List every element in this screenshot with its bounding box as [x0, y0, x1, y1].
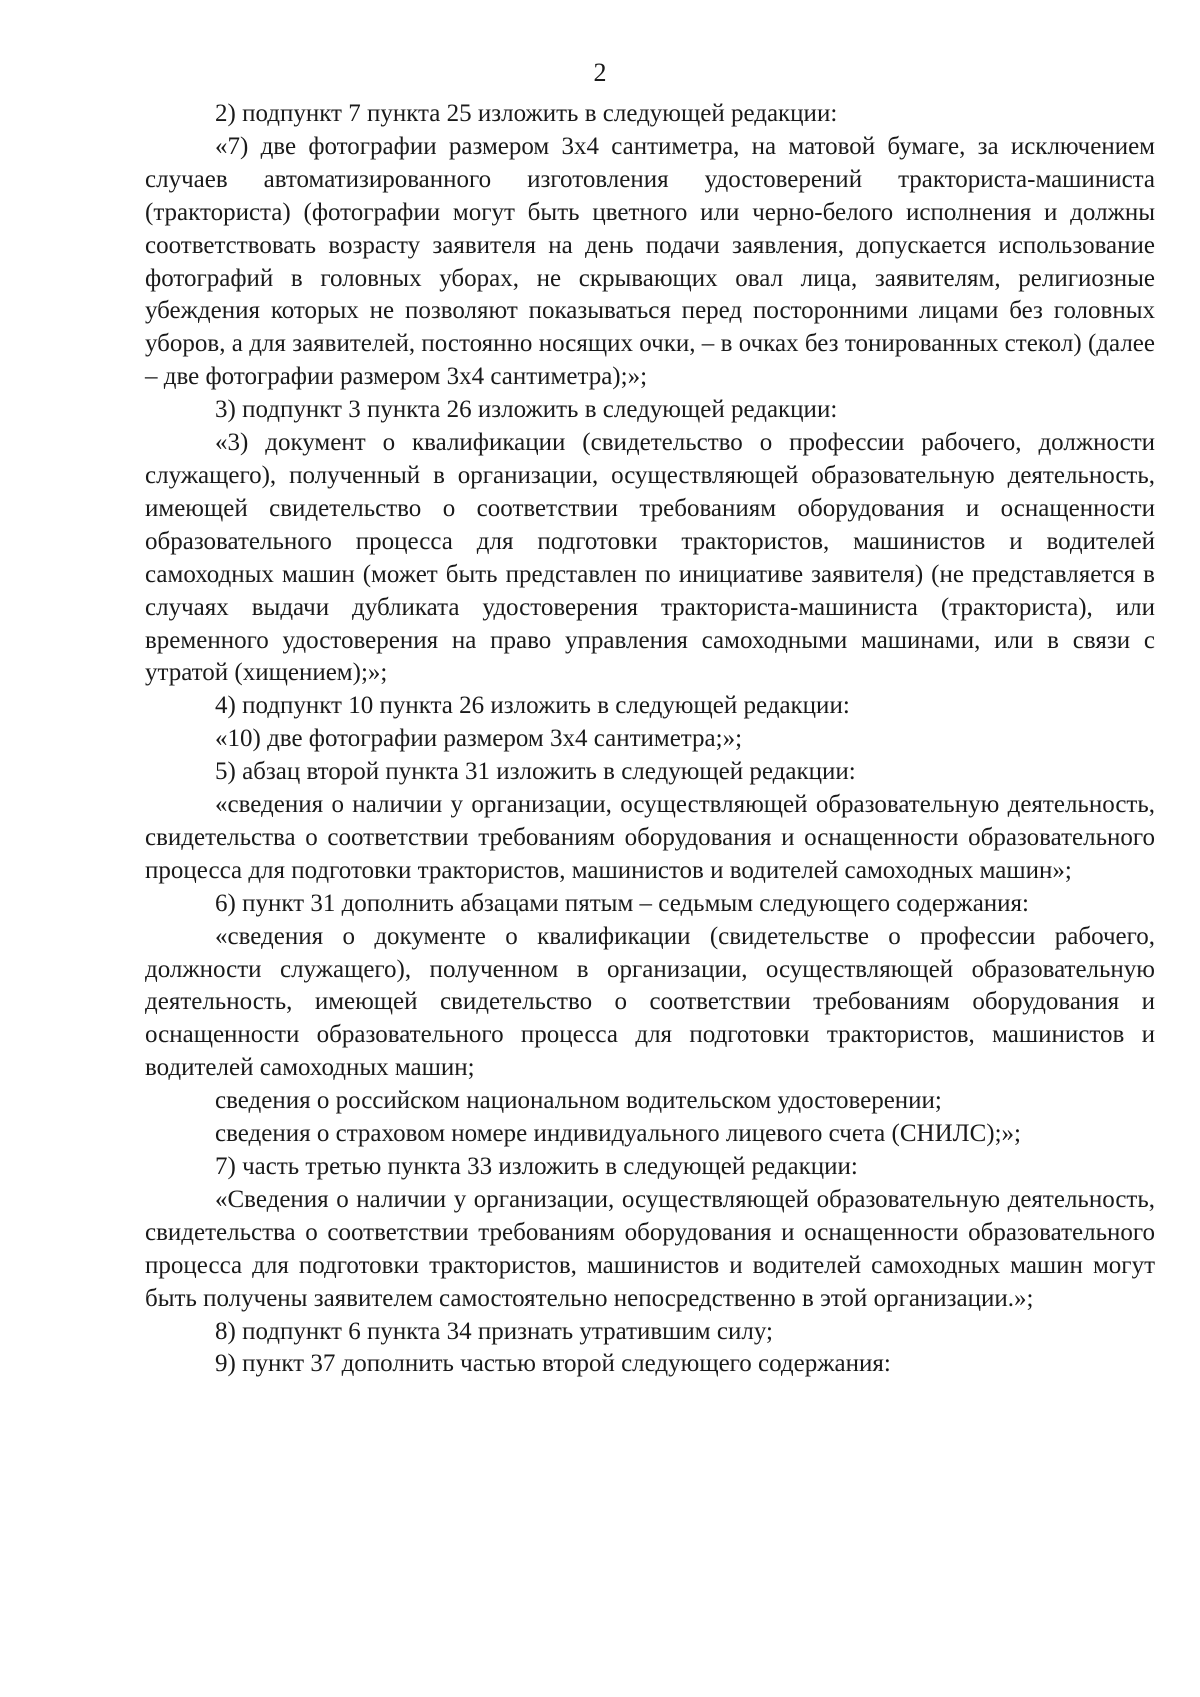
paragraph-quote-item-6-a: «сведения о документе о квалификации (свидетельстве о профессии рабочего, должности служащего), полученном в организации, осуществляющей образовательную деятельность, имеющей свидетельство о соответствии требованиям оборудования и оснащенности образовательного процесса для подготовки трактористов, машинистов и водителей самоходных машин; [145, 922, 1155, 1082]
paragraph-item-9: 9) пункт 37 дополнить частью второй следующего содержания: [215, 1350, 891, 1378]
paragraph-item-6: 6) пункт 31 дополнить абзацами пятым – седьмым следующего содержания: [215, 889, 1029, 917]
paragraph-quote-3: «3) документ о квалификации (свидетельство о профессии рабочего, должности служащего), полученный в организации, осуществляющей образовательную деятельность, имеющей свидетельство о соответствии требованиям оборудования и оснащенности образовательного процесса для подготовки трактористов, машинистов и водителей самоходных машин (может быть представлен по инициативе заявителя) (не представляется в случаях выдачи дубликата удостоверения тракториста-машиниста (тракториста), или временного удостоверения на право управления самоходными машинами, или в связи с утратой (хищением);»; [145, 429, 1155, 687]
paragraph-quote-7: «7) две фотографии размером 3x4 сантиметра, на матовой бумаге, за исключением случаев автоматизированного изготовления удостоверений тракториста-машиниста (тракториста) (фотографии могут быть цветного или черно-белого исполнения и должны соответствовать возрасту заявителя на день подачи заявления, допускается использование фотографий в головных уборах, не скрывающих овал лица, заявителям, религиозные убеждения которых не позволяют показываться перед посторонними лицами без головных уборов, а для заявителей, постоянно носящих очки, – в очках без тонированных стекол) (далее – две фотографии размером 3x4 сантиметра);»; [145, 132, 1155, 391]
paragraph-quote-item-6-c: сведения о страховом номере индивидуального лицевого счета (СНИЛС);»; [215, 1120, 1021, 1148]
paragraph-item-7: 7) часть третью пункта 33 изложить в следующей редакции: [215, 1153, 858, 1180]
document-body [145, 98, 1155, 1381]
paragraph-item-3: 3) подпункт 3 пункта 26 изложить в следующей редакции: [215, 396, 838, 424]
page-number: 2 [593, 58, 607, 87]
paragraph-quote-item-5: «сведения о наличии у организации, осуществляющей образовательную деятельность, свидетельства о соответствии требованиям оборудования и оснащенности образовательного процесса для подготовки трактористов, машинистов и водителей самоходных машин»; [145, 791, 1155, 884]
paragraph-item-5: 5) абзац второй пункта 31 изложить в следующей редакции: [215, 758, 856, 786]
paragraph-item-2: 2) подпункт 7 пункта 25 изложить в следующей редакции: [215, 100, 838, 127]
paragraph-item-4: 4) подпункт 10 пункта 26 изложить в следующей редакции: [215, 692, 850, 720]
paragraph-quote-item-6-b: сведения о российском национальном водительском удостоверении; [215, 1087, 942, 1115]
paragraph-quote-item-7: «Сведения о наличии у организации, осуществляющей образовательную деятельность, свидетельства о соответствии требованиям оборудования и оснащенности образовательного процесса для подготовки трактористов, машинистов и водителей самоходных машин могут быть получены заявителем самостоятельно непосредственно в этой организации.»; [145, 1185, 1155, 1312]
paragraph-item-8: 8) подпункт 6 пункта 34 признать утратившим силу; [215, 1317, 773, 1345]
paragraph-quote-10: «10) две фотографии размером 3x4 сантиметра;»; [215, 725, 743, 753]
